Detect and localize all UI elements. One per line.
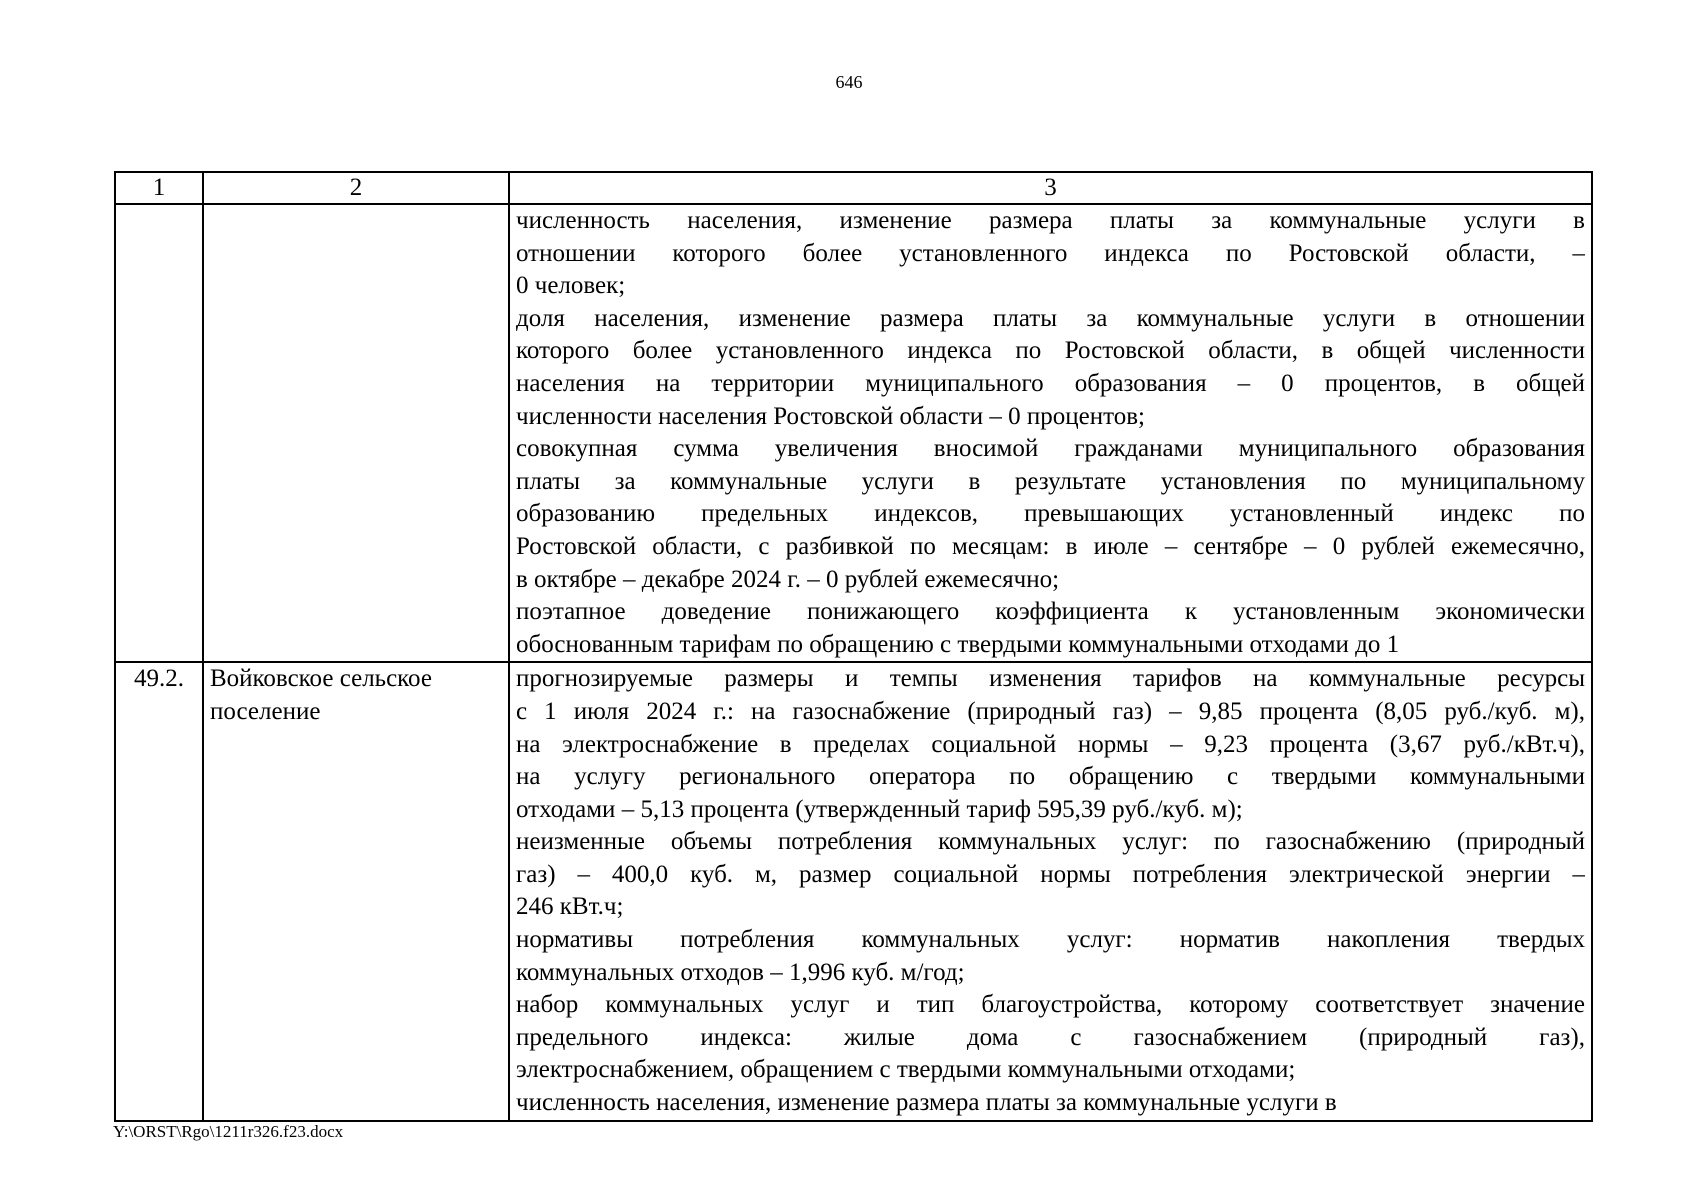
paragraph-line: совокупная сумма увеличения вносимой гражданами муниципального образования — [516, 435, 1585, 463]
row-content-text — [516, 663, 1585, 1119]
file-path-footer: Y:\ORST\Rgo\1211r326.f23.docx — [113, 1122, 344, 1141]
paragraph-line: обоснованным тарифам по обращению с твердыми коммунальными отходами до 1 — [516, 630, 1400, 658]
paragraph-line: на электроснабжение в пределах социальной нормы – 9,23 процента (3,67 руб./кВт.ч), — [516, 730, 1585, 758]
paragraph-line: образованию предельных индексов, превышающих установленный индекс по — [516, 500, 1585, 528]
paragraph-line: коммунальных отходов – 1,996 куб. м/год; — [516, 958, 965, 986]
row-content — [509, 204, 1592, 662]
paragraph-line: доля населения, изменение размера платы за коммунальные услуги в отношении — [516, 304, 1585, 332]
header-cell-1: 1 — [115, 172, 203, 204]
header-cell-3: 3 — [509, 172, 1592, 204]
paragraph-line: отходами – 5,13 процента (утвержденный тариф 595,39 руб./куб. м); — [516, 795, 1243, 823]
table-row — [115, 662, 1592, 1120]
paragraph-line: численность населения, изменение размера платы за коммунальные услуги в — [516, 207, 1585, 234]
paragraph-line: набор коммунальных услуг и тип благоустройства, которому соответствует значение — [516, 991, 1585, 1019]
row-content-text — [516, 205, 1585, 661]
paragraph-line: прогнозируемые размеры и темпы изменения тарифов на коммунальные ресурсы — [516, 665, 1585, 693]
table-header-row — [115, 172, 1592, 204]
paragraph-line: платы за коммунальные услуги в результате установления по муниципальному — [516, 467, 1585, 495]
paragraph-line: с 1 июля 2024 г.: на газоснабжение (природный газ) – 9,85 процента (8,05 руб./куб. м), — [516, 697, 1585, 725]
paragraph-line: численность населения, изменение размера платы за коммунальные услуги в — [516, 1089, 1337, 1117]
paragraph-line: 246 кВт.ч; — [516, 893, 624, 921]
paragraph-line: электроснабжением, обращением с твердыми коммунальными отходами; — [516, 1056, 1296, 1084]
paragraph-line: 0 человек; — [516, 272, 626, 300]
paragraph-line: Ростовской области, с разбивкой по месяцам: в июле – сентябре – 0 рублей ежемесячно, — [516, 532, 1585, 560]
document-table — [114, 171, 1593, 1122]
table-row — [115, 204, 1592, 662]
paragraph-line: в октябре – декабре 2024 г. – 0 рублей ежемесячно; — [516, 565, 1060, 593]
row-number — [115, 204, 203, 662]
row-content — [509, 662, 1592, 1120]
paragraph-line: поэтапное доведение понижающего коэффициента к установленным экономически — [516, 598, 1585, 626]
header-cell-2: 2 — [203, 172, 509, 204]
row-number: 49.2. — [115, 662, 203, 1120]
paragraph-line: отношении которого более установленного индекса по Ростовской области, – — [516, 239, 1585, 267]
page-number: 646 — [835, 72, 863, 92]
paragraph-line: численности населения Ростовской области – 0 процентов; — [516, 402, 1145, 430]
paragraph-line: неизменные объемы потребления коммунальных услуг: по газоснабжению (природный — [516, 828, 1585, 856]
row-name — [203, 204, 509, 662]
paragraph-line: предельного индекса: жилые дома с газоснабжением (природный газ), — [516, 1023, 1585, 1051]
paragraph-line: которого более установленного индекса по Ростовской области, в общей численности — [516, 337, 1585, 365]
row-name: Войковское сельское поселение — [203, 662, 509, 1120]
paragraph-line: населения на территории муниципального образования – 0 процентов, в общей — [516, 369, 1585, 397]
paragraph-line: газ) – 400,0 куб. м, размер социальной нормы потребления электрической энергии – — [516, 860, 1585, 888]
paragraph-line: на услугу регионального оператора по обращению с твердыми коммунальными — [516, 763, 1585, 791]
paragraph-line: нормативы потребления коммунальных услуг: норматив накопления твердых — [516, 926, 1585, 954]
